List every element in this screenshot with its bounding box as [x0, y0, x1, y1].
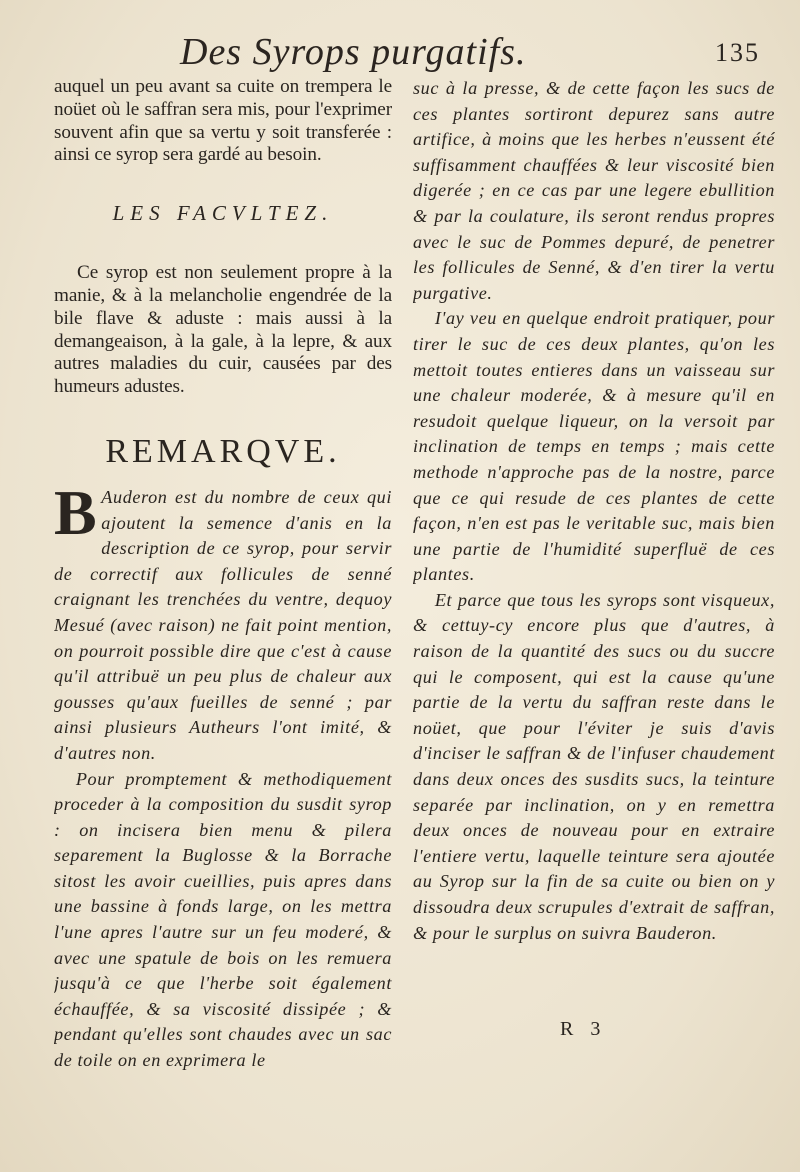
- paragraph-facultez: Ce syrop est non seulement propre à la manie, & à la melancholie engendrée de la bile flave & aduste : mais aussi à la demangeaison, à la gale, à la lepre, & aux autres maladies du cuir, causées par des humeurs adustes.: [54, 262, 392, 398]
- left-column: [54, 76, 392, 1096]
- running-title: Des Syrops purgatifs.: [180, 31, 527, 73]
- section-heading-remarque: REMARQVE.: [105, 432, 341, 470]
- paragraph-saffran: Et parce que tous les syrops sont visqueux, & cettuy-cy encore plus que d'autres, à raison de la quantité des sucs ou du succre qui le composent, qui est la cause qu'une partie de la vertu du saffran reste dans le noüet, que pour l'éviter je suis d'avis d'inciser le saffran & de l'infuser chaudement dans deux onces des susdits sucs, la teinture separée par inclination, on y en remettra deux onces de nouveau pour en extraire l'entiere vertu, laquelle teinture sera ajoutée au Syrop sur la fin de sa cuite ou bien on y dissoudra deux scrupules d'extrait de saffran, & pour le surplus on suivra Bauderon.: [413, 589, 775, 943]
- paragraph-composition: Pour promptement & methodiquement proceder à la composition du susdit syrop : on incisera bien menu & pilera separement la Buglosse & la Borrache sitost les avoir cueillies, puis apres dans une bassine à fonds large, on les mettra l'une apres l'autre sur un feu moderé, & avec une spatule de bois on les remuera jusqu'à ce que l'herbe soit également échauffée, & sa viscosité dissipée ; & pendant qu'elles sont chaudes avec un sac de toile on en exprimera le: [54, 768, 392, 1071]
- page-number: 135: [715, 38, 760, 67]
- section-heading-facultez: LES FACVLTEZ.: [112, 201, 334, 226]
- paragraph-remarque-text: Auderon est du nombre de ceux qui ajoutent la semence d'anis en la description de ce syrop, pour servir de correctif aux follicules de senné craignant les trenchées du ventre, dequoy Mesué (avec raison) ne fait point mention, on pourroit possible dire que c'est à cause qu'il attribuë un peu plus de chaleur aux gousses qu'aux fueilles de senné ; par ainsi plusieurs Autheurs l'ont imité, & d'autres non.: [54, 486, 392, 763]
- right-column: [413, 76, 775, 1096]
- drop-cap: B: [54, 476, 98, 548]
- paragraph-continuation-right: suc à la presse, & de cette façon les sucs de ces plantes sortiront depurez sans autre artifice, à moins que les herbes n'eussent été suffisamment chauffées & leur viscosité bien digerée ; en ce cas par une legere ebullition & par la coulature, ils seront rendus propres avec le suc de Pommes depuré, de penetrer les follicules de Senné, & d'en tirer la vertu purgative.: [413, 78, 775, 303]
- paragraph-methode: I'ay veu en quelque endroit pratiquer, pour tirer le suc de ces deux plantes, qu'on les mettoit toutes entieres dans un vaisseau sur une chaleur moderée, & à mesure qu'il en resudoit quelque liqueur, on la versoit par inclination de temps en temps ; mais cette methode n'approche pas de la nostre, parce que ce qui resude de ces plantes de cette façon, n'en est pas le veritable suc, mais bien une partie de l'humidité superfluë de ces plantes.: [413, 308, 775, 585]
- page-header: [180, 30, 760, 74]
- signature-mark: R 3: [560, 1018, 607, 1040]
- paragraph-continuation: auquel un peu avant sa cuite on trempera le noüet où le saffran sera mis, pour l'exprimer souvent afin que sa vertu y soit transferée : ainsi ce syrop sera gardé au besoin.: [54, 76, 392, 166]
- paragraph-remarque: [54, 476, 392, 767]
